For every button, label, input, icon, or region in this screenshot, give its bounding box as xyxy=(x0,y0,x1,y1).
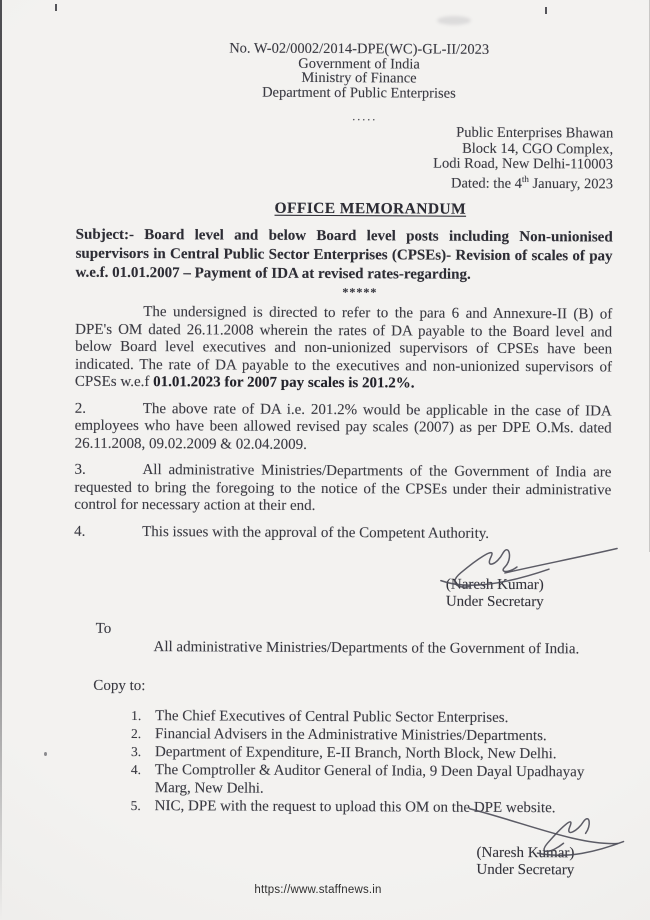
to-recipient: All administrative Ministries/Departments of the Government of India. xyxy=(153,639,580,658)
date-ordinal: th xyxy=(521,174,529,185)
item-text: Financial Advisers in the Administrative Ministries/Departments. xyxy=(155,726,547,745)
item-text: The Chief Executives of Central Public Sector Enterprises. xyxy=(155,708,509,726)
address-block xyxy=(76,124,613,192)
address-line-bhawan: Public Enterprises Bhawan xyxy=(456,125,614,142)
separator-dots: ..... xyxy=(352,109,378,124)
paragraph-number: 3. xyxy=(74,461,86,478)
subject-text: Subject:- Board level and below Board level posts including Non-unionised supervisors in Central Public Sector Enterprises (CPSEs)- Revision of scales of pay w.e.f. 01.01.2007 – Payment of IDA at revised rates-regarding. xyxy=(75,226,613,283)
signature-name: (Naresh Kumar) xyxy=(445,576,544,594)
para-1-text: The undersigned is directed to refer to the para 6 and Annexure-II (B) of DPE's OM dated 26.11.2008 wherein the rates of DA payable to the Board level and below Board level executives and non-unionized supervisors of CPSEs have been indicated. The rate of DA payable to the executives and non-unionized supervisors of CPSEs w.e.f xyxy=(74,304,613,391)
item-number: 5. xyxy=(130,798,141,814)
signature-scribble-icon xyxy=(467,803,627,860)
org-line-government: Government of India xyxy=(298,55,420,73)
para-1 xyxy=(75,304,612,394)
separator-stars: ***** xyxy=(342,285,378,300)
signature-block-bottom xyxy=(445,803,605,880)
to-label: To xyxy=(95,620,112,637)
item-text: The Comptroller & Auditor General of India, 9 Deen Dayal Upadhayay Marg, New Delhi. xyxy=(154,762,585,797)
copy-to-list xyxy=(131,707,611,818)
signature-name: (Naresh Kumar) xyxy=(476,844,575,862)
date-line: Dated: the 4th January, 2023 xyxy=(451,174,614,193)
signature-scribble-icon xyxy=(439,543,619,594)
para-1-bold: 01.01.2023 for 2007 pay scales is 201.2%. xyxy=(153,374,415,392)
memo-title: OFFICE MEMORANDUM xyxy=(274,199,467,218)
para-2-text: The above rate of DA i.e. 201.2% would be applicable in the case of IDA employees who have been allowed revised pay scales (2007) as per DPE O.Ms. dated 26.11.2008, 09.02.2009 & 02.04.2009. xyxy=(74,400,612,453)
paragraph-number: 4. xyxy=(74,523,86,540)
para-3-text: All administrative Ministries/Departments of the Government of India are requested to bring the foregoing to the notice of the CPSEs under their administrative control for necessary action at their end. xyxy=(74,462,612,514)
para-4 xyxy=(74,523,611,543)
list-item xyxy=(131,761,610,800)
address-line-road: Lodi Road, New Delhi-110003 xyxy=(433,155,614,173)
copy-to-label: Copy to: xyxy=(93,677,146,695)
item-number: 3. xyxy=(130,744,142,760)
signature-title: Under Secretary xyxy=(445,593,544,611)
item-text: Department of Expenditure, E-II Branch, North Block, New Delhi. xyxy=(154,744,557,763)
item-text: NIC, DPE with the request to upload this OM on the DPE website. xyxy=(154,798,556,817)
address-line-block: Block 14, CGO Complex, xyxy=(462,140,614,158)
para-2 xyxy=(75,400,612,455)
paragraph-number: 2. xyxy=(74,400,87,417)
org-line-department: Department of Public Enterprises xyxy=(262,84,456,102)
item-number: 4. xyxy=(130,762,142,778)
ref-number: No. W-02/0002/2014-DPE(WC)-GL-II/2023 xyxy=(229,40,490,58)
para-3 xyxy=(74,462,611,517)
signature-block-top xyxy=(405,542,585,611)
letterhead xyxy=(90,41,627,102)
signature-title: Under Secretary xyxy=(476,861,575,879)
footer-url: https://www.staffnews.in xyxy=(254,884,382,896)
item-number: 2. xyxy=(131,726,142,742)
item-number: 1. xyxy=(131,708,142,724)
para-4-text: This issues with the approval of the Competent Authority. xyxy=(142,523,490,542)
org-line-ministry: Ministry of Finance xyxy=(301,70,417,87)
